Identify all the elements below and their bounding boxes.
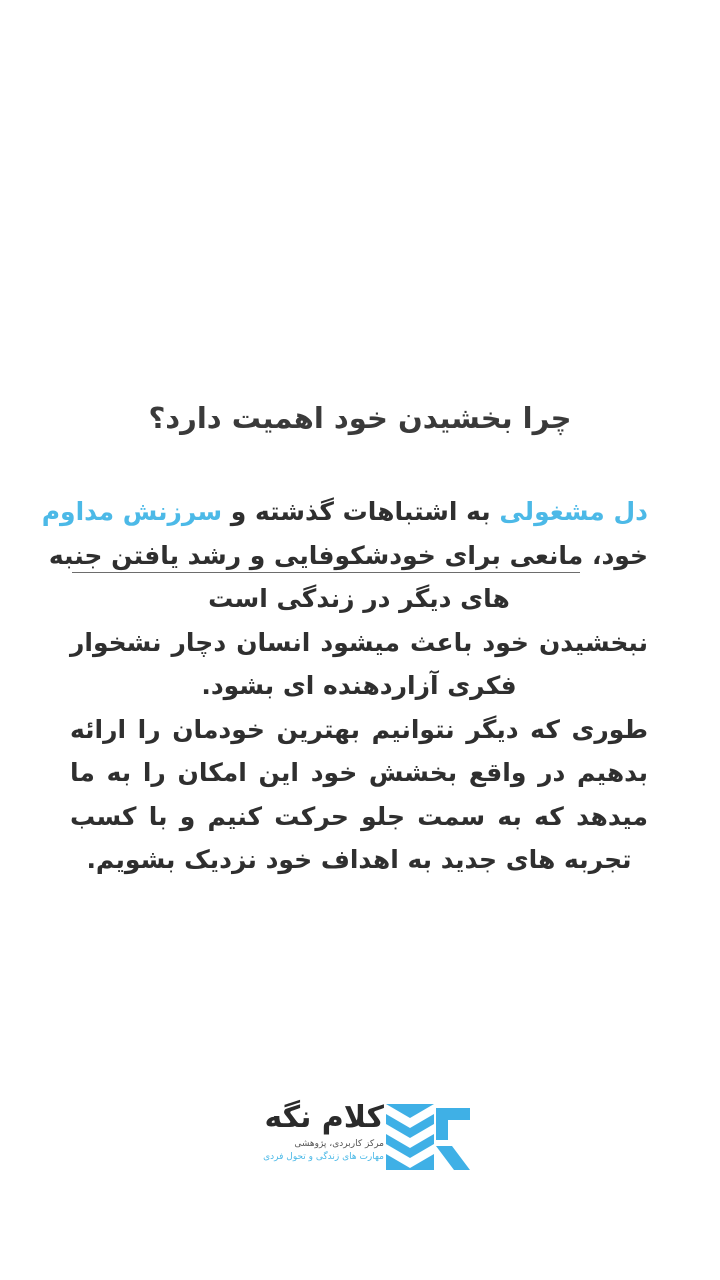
text-line-8: میدهد که به سمت جلو حرکت کنیم و با کسب	[70, 801, 648, 831]
highlight-phrase-end: سرزنش مداوم	[41, 497, 223, 526]
text-line-3: های دیگر در زندگی است	[208, 584, 510, 613]
text-line-1	[41, 490, 648, 534]
body-text	[41, 490, 648, 882]
brand-subtitle-2: مهارت های زندگی و تحول فردی	[263, 1152, 384, 1162]
text-line-5: فکری آزاردهنده ای بشود.	[201, 671, 517, 700]
brand-logo	[246, 1098, 474, 1178]
text-line-1-middle: به اشتباهات گذشته و	[222, 497, 500, 526]
divider-line	[72, 572, 580, 573]
text-line-4: نبخشیدن خود باعث میشود انسان دچار نشخوار	[70, 627, 648, 657]
logo-text	[246, 1098, 384, 1164]
page-title: چرا بخشیدن خود اهمیت دارد؟	[148, 401, 572, 435]
highlight-phrase-start: دل مشغولی	[499, 497, 648, 526]
text-line-9: تجربه های جدید به اهداف خود نزدیک بشویم.	[86, 845, 632, 874]
logo-mark-icon	[382, 1100, 474, 1174]
brand-name: کلام نگه	[264, 1100, 384, 1135]
text-line-6: طوری که دیگر نتوانیم بهترین خودمان را ارائه	[70, 714, 648, 744]
brand-subtitle-1: مرکز کاربردی، پژوهشی	[294, 1139, 384, 1149]
text-line-7: بدهیم در واقع بخشش خود این امکان را به ما	[70, 758, 648, 787]
text-line-2: خود، مانعی برای خودشکوفایی و رشد یافتن جنبه	[48, 540, 648, 570]
